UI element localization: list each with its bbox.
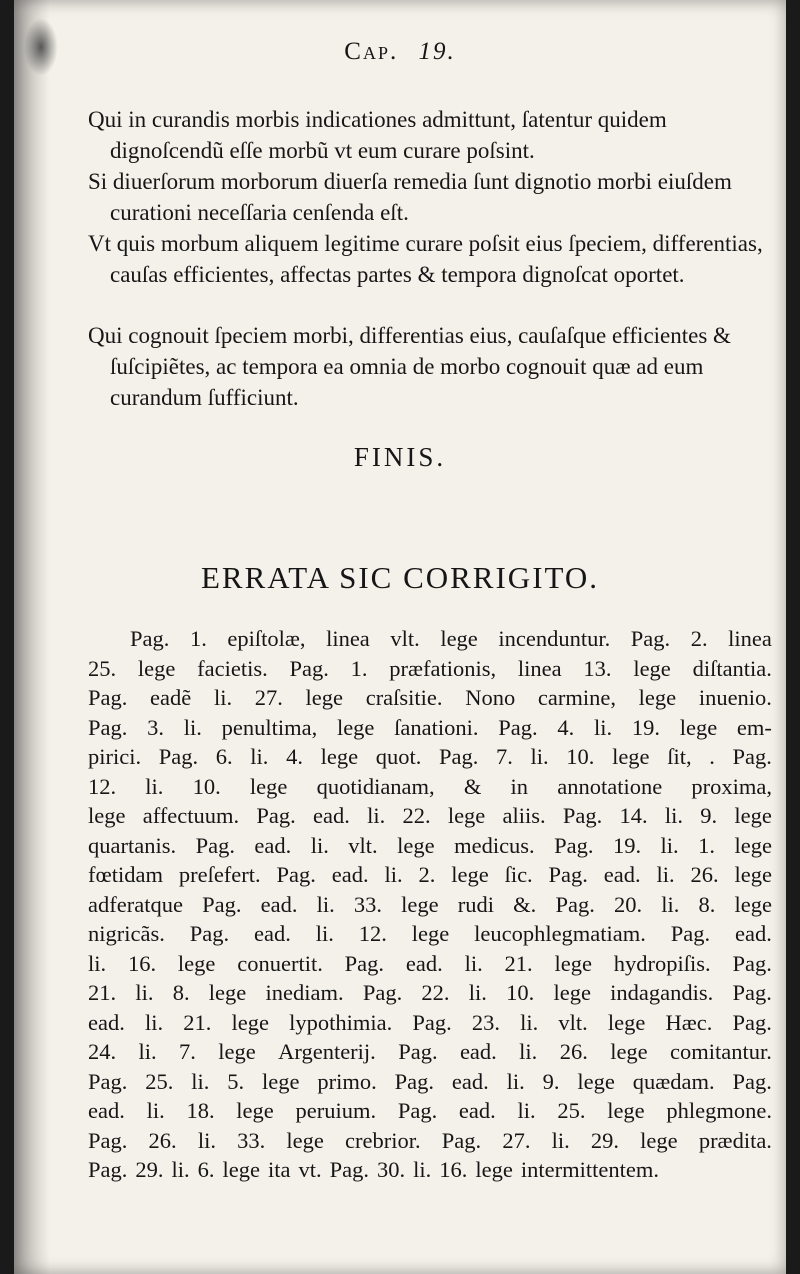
- errata-line: pirici. Pag. 6. li. 4. lege quot. Pag. 7. li. 10. lege ſit, . Pag.: [88, 744, 772, 769]
- errata-list: [88, 624, 772, 1185]
- errata-line: Pag. eadẽ li. 27. lege craſsitie. Nono carmine, lege inuenio.: [88, 685, 772, 710]
- errata-line: ead. li. 21. lege lypothimia. Pag. 23. li. vlt. lege Hæc. Pag.: [88, 1009, 772, 1035]
- proposition-3: [88, 228, 778, 290]
- errata-line: lege affectuum. Pag. ead. li. 22. lege aliis. Pag. 14. li. 9. lege: [88, 803, 772, 828]
- proposition-4: [88, 320, 778, 413]
- errata-line: Pag. 25. li. 5. lege primo. Pag. ead. li. 9. lege quædam. Pag.: [88, 1068, 772, 1094]
- errata-line: fœtidam preſefert. Pag. ead. li. 2. lege ſic. Pag. ead. li. 26. lege: [88, 862, 772, 887]
- errata-line: Pag. 26. li. 33. lege crebrior. Pag. 27. li. 29. lege prædita.: [88, 1127, 772, 1153]
- errata-line: 21. li. 8. lege inediam. Pag. 22. li. 10. lege indagandis. Pag.: [88, 980, 772, 1005]
- proposition-text: Qui cognouit ſpeciem morbi, differentias eius, cauſaſque efficientes & ſuſcipiẽtes, ac tempora ea omnia de morbo cognouit quæ ad eum curandum ſufficiunt.: [88, 323, 731, 410]
- proposition-1: [88, 104, 778, 166]
- proposition-2: [88, 166, 778, 228]
- errata-line: Pag. 3. li. penultima, lege ſanationi. Pag. 4. li. 19. lege em-: [88, 714, 772, 740]
- errata-line: ead. li. 18. lege peruium. Pag. ead. li. 25. lege phlegmone.: [88, 1098, 772, 1123]
- errata-line: li. 16. lege conuertit. Pag. ead. li. 21. lege hydropiſis. Pag.: [88, 950, 772, 976]
- errata-line: quartanis. Pag. ead. li. vlt. lege medicus. Pag. 19. li. 1. lege: [88, 832, 772, 858]
- chapter-label: Cap.: [344, 38, 399, 65]
- errata-line: 25. lege facietis. Pag. 1. præfationis, linea 13. lege diſtantia.: [88, 655, 772, 681]
- chapter-number: 19.: [418, 38, 456, 65]
- proposition-text: Qui in curandis morbis indicationes admittunt, ſatentur quidem dignoſcendũ eſſe morbũ vt eum curare poſsint.: [88, 107, 667, 163]
- proposition-text: Si diuerſorum morborum diuerſa remedia ſunt dignotio morbi eiuſdem curationi neceſſaria cenſenda eſt.: [88, 169, 732, 225]
- errata-line: Pag. 29. li. 6. lege ita vt. Pag. 30. li. 16. lege intermittentem.: [88, 1157, 659, 1182]
- errata-line: Pag. 1. epiſtolæ, linea vlt. lege incenduntur. Pag. 2. linea: [130, 626, 772, 651]
- errata-line: nigricãs. Pag. ead. li. 12. lege leucophlegmatiam. Pag. ead.: [88, 921, 772, 946]
- running-header: [14, 38, 786, 66]
- errata-line: 12. li. 10. lege quotidianam, & in annotatione proxima,: [88, 773, 772, 799]
- errata-line: adferatque Pag. ead. li. 33. lege rudi &. Pag. 20. li. 8. lege: [88, 891, 772, 917]
- page-edge-shadow: [14, 0, 50, 1274]
- proposition-text: Vt quis morbum aliquem legitime curare poſsit eius ſpeciem, differentias, cauſas efficientes, affectas partes & tempora dignoſcat oportet.: [88, 231, 763, 287]
- errata-line: 24. li. 7. lege Argenterij. Pag. ead. li. 26. lege comitantur.: [88, 1039, 772, 1064]
- book-page: [14, 0, 786, 1274]
- errata-title: ERRATA SIC CORRIGITO.: [200, 560, 600, 595]
- finis-heading: FINIS.: [353, 442, 447, 472]
